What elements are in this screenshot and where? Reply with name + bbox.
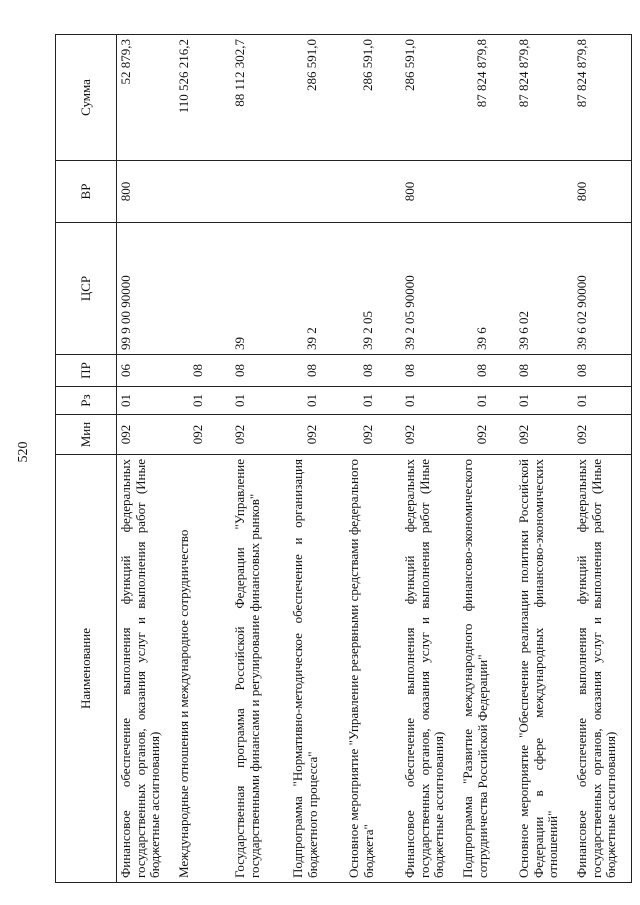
row-pr: 08 bbox=[175, 355, 231, 387]
row-sum: 110 526 216,2 bbox=[175, 35, 231, 161]
row-sum: 87 824 879,8 bbox=[459, 35, 515, 161]
row-csr: 39 2 bbox=[289, 223, 345, 355]
row-vr bbox=[231, 161, 289, 223]
row-sum: 286 591,0 bbox=[289, 35, 345, 161]
row-pr: 08 bbox=[289, 355, 345, 387]
row-csr: 39 6 02 bbox=[515, 223, 573, 355]
row-vr: 800 bbox=[117, 161, 176, 223]
table-row bbox=[289, 35, 345, 883]
header-sum: Сумма bbox=[56, 35, 117, 161]
row-pr: 06 bbox=[117, 355, 176, 387]
row-min: 092 bbox=[515, 415, 573, 455]
row-sum: 286 591,0 bbox=[401, 35, 459, 161]
row-sum: 87 824 879,8 bbox=[573, 35, 632, 161]
row-vr bbox=[459, 161, 515, 223]
row-vr bbox=[345, 161, 401, 223]
row-pr: 08 bbox=[573, 355, 632, 387]
row-vr bbox=[289, 161, 345, 223]
header-csr: ЦСР bbox=[56, 223, 117, 355]
row-name: Финансовое обеспечение выполнения функций федеральных государственных органов, оказания услуг и выполнения работ (Иные бюджетные ассигнования) bbox=[117, 455, 176, 883]
row-min: 092 bbox=[175, 415, 231, 455]
header-vr: ВР bbox=[56, 161, 117, 223]
budget-table bbox=[55, 34, 632, 883]
row-csr: 99 9 00 90000 bbox=[117, 223, 176, 355]
row-pr: 08 bbox=[459, 355, 515, 387]
row-name: Государственная программа Российской Федерации "Управление государственными финансами и регулирование финансовых рынков" bbox=[231, 455, 289, 883]
row-rz: 01 bbox=[345, 387, 401, 415]
table-row bbox=[231, 35, 289, 883]
header-name: Наименование bbox=[56, 455, 117, 883]
table-row bbox=[459, 35, 515, 883]
row-csr: 39 2 05 bbox=[345, 223, 401, 355]
row-csr: 39 bbox=[231, 223, 289, 355]
row-rz: 01 bbox=[289, 387, 345, 415]
rotated-table-page bbox=[55, 23, 625, 883]
row-name: Основное мероприятие "Управление резервными средствами федерального бюджета" bbox=[345, 455, 401, 883]
header-rz: Рз bbox=[56, 387, 117, 415]
row-pr: 08 bbox=[401, 355, 459, 387]
row-name: Подпрограмма "Развитие международного финансово-экономического сотрудничества Российской Федерации" bbox=[459, 455, 515, 883]
row-sum: 286 591,0 bbox=[345, 35, 401, 161]
row-rz: 01 bbox=[117, 387, 176, 415]
row-sum: 52 879,3 bbox=[117, 35, 176, 161]
row-vr bbox=[175, 161, 231, 223]
table-row bbox=[515, 35, 573, 883]
table-row bbox=[573, 35, 632, 883]
row-min: 092 bbox=[231, 415, 289, 455]
row-csr bbox=[175, 223, 231, 355]
row-pr: 08 bbox=[231, 355, 289, 387]
row-rz: 01 bbox=[401, 387, 459, 415]
row-pr: 08 bbox=[345, 355, 401, 387]
table-header-row bbox=[56, 35, 117, 883]
page-number: 520 bbox=[16, 441, 31, 463]
row-name: Подпрограмма "Нормативно-методическое обеспечение и организация бюджетного процесса" bbox=[289, 455, 345, 883]
row-name: Финансовое обеспечение выполнения функций федеральных государственных органов, оказания услуг и выполнения работ (Иные бюджетные ассигнования) bbox=[401, 455, 459, 883]
row-rz: 01 bbox=[175, 387, 231, 415]
row-name: Финансовое обеспечение выполнения функций федеральных государственных органов, оказания услуг и выполнения работ (Иные бюджетные ассигнования) bbox=[573, 455, 632, 883]
row-min: 092 bbox=[117, 415, 176, 455]
table-row bbox=[117, 35, 176, 883]
row-rz: 01 bbox=[515, 387, 573, 415]
header-min: Мин bbox=[56, 415, 117, 455]
row-name: Международные отношения и международное сотрудничество bbox=[175, 455, 231, 883]
row-vr bbox=[515, 161, 573, 223]
row-csr: 39 6 02 90000 bbox=[573, 223, 632, 355]
row-sum: 88 112 302,7 bbox=[231, 35, 289, 161]
row-csr: 39 6 bbox=[459, 223, 515, 355]
table-row bbox=[175, 35, 231, 883]
row-min: 092 bbox=[345, 415, 401, 455]
table-row bbox=[345, 35, 401, 883]
row-min: 092 bbox=[459, 415, 515, 455]
header-pr: ПР bbox=[56, 355, 117, 387]
row-csr: 39 2 05 90000 bbox=[401, 223, 459, 355]
row-sum: 87 824 879,8 bbox=[515, 35, 573, 161]
row-vr: 800 bbox=[573, 161, 632, 223]
row-rz: 01 bbox=[573, 387, 632, 415]
row-min: 092 bbox=[573, 415, 632, 455]
row-min: 092 bbox=[289, 415, 345, 455]
row-rz: 01 bbox=[459, 387, 515, 415]
row-vr: 800 bbox=[401, 161, 459, 223]
table-row bbox=[401, 35, 459, 883]
row-name: Основное мероприятие "Обеспечение реализации политики Российской Федерации в сфере международных финансово-экономических отношений" bbox=[515, 455, 573, 883]
row-min: 092 bbox=[401, 415, 459, 455]
row-rz: 01 bbox=[231, 387, 289, 415]
row-pr: 08 bbox=[515, 355, 573, 387]
